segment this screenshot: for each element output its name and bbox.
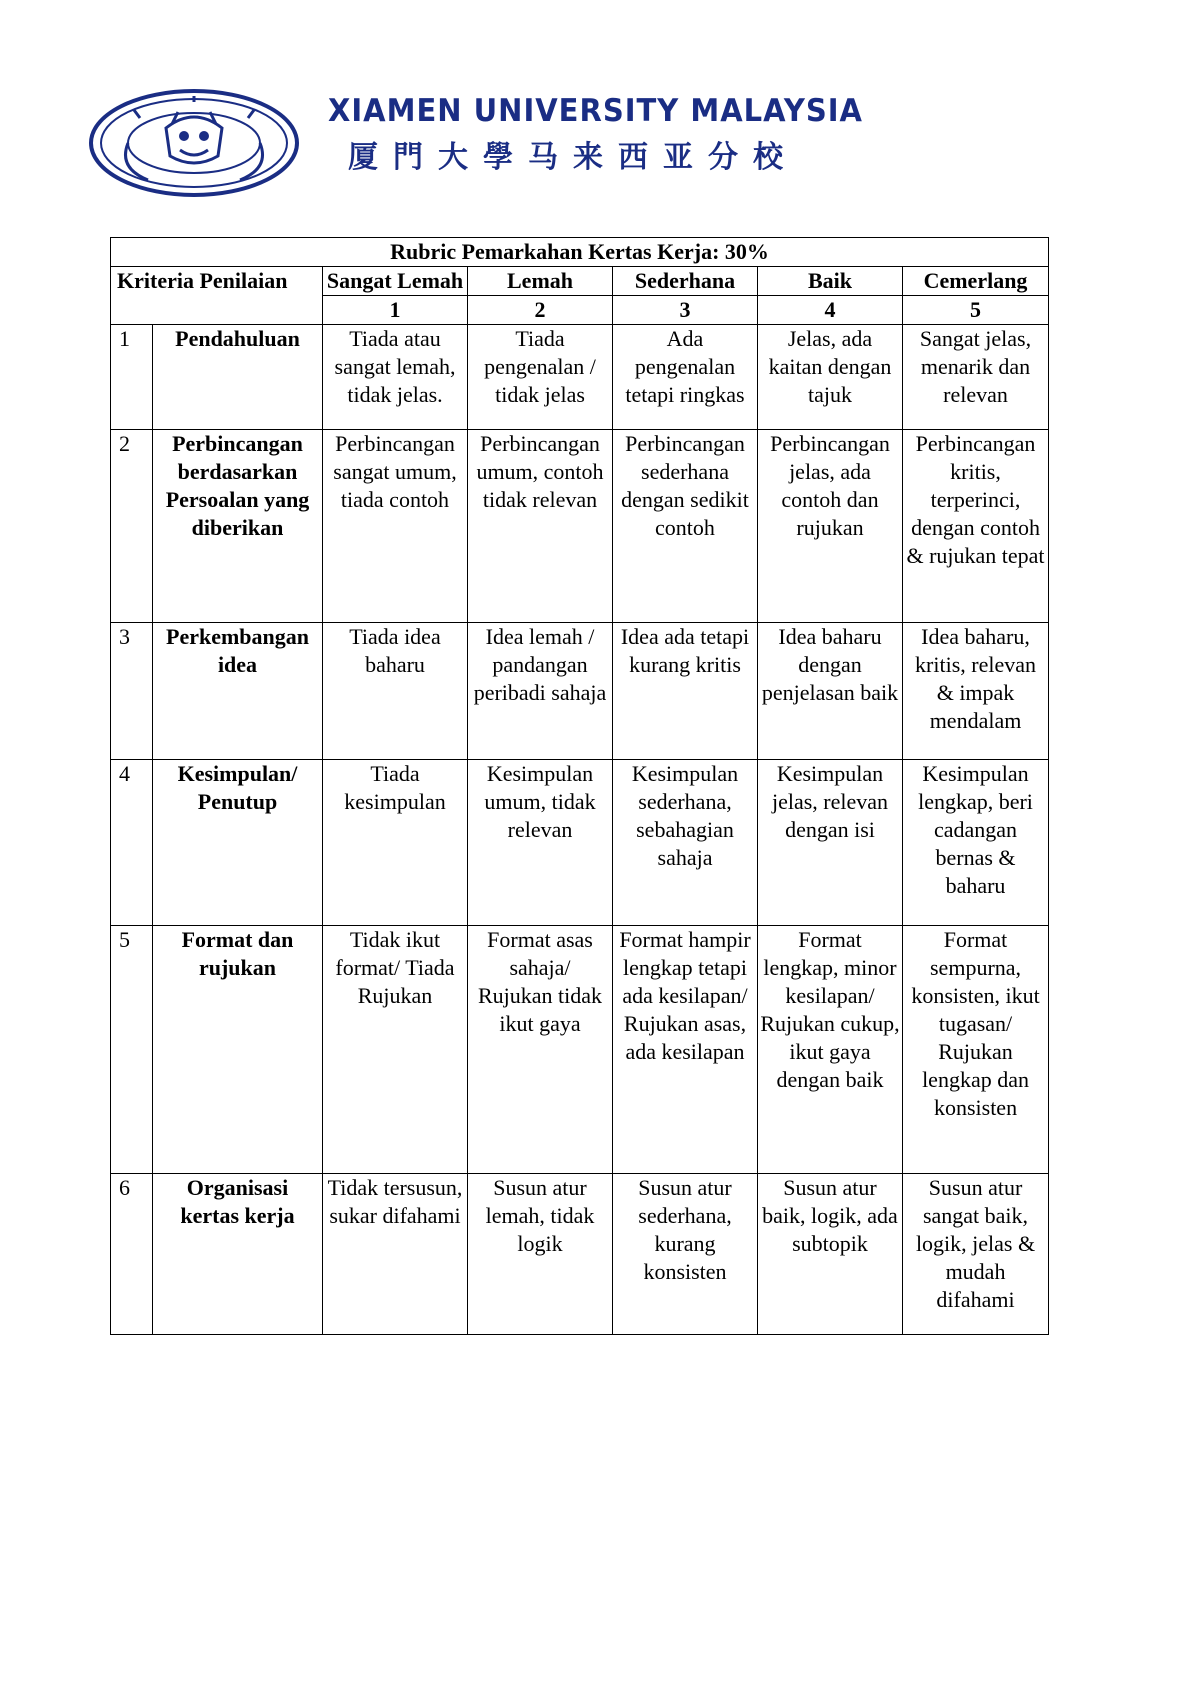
level-header: Sangat Lemah — [323, 267, 468, 296]
rubric-cell: Jelas, ada kaitan dengan tajuk — [758, 325, 903, 430]
rubric-cell: Perbincangan sederhana dengan sedikit contoh — [613, 430, 758, 623]
row-number: 5 — [111, 926, 153, 1174]
level-header-row — [111, 267, 1049, 296]
rubric-cell: Tiada atau sangat lemah, tidak jelas. — [323, 325, 468, 430]
criterion-label: Kesimpulan/ Penutup — [153, 760, 323, 926]
level-header: Baik — [758, 267, 903, 296]
row-number: 6 — [111, 1174, 153, 1335]
criterion-label: Perbincangan berdasarkan Persoalan yang diberikan — [153, 430, 323, 623]
page-header — [88, 88, 1118, 198]
criterion-label: Format dan rujukan — [153, 926, 323, 1174]
rubric-cell: Susun atur lemah, tidak logik — [468, 1174, 613, 1335]
criterion-label: Organisasi kertas kerja — [153, 1174, 323, 1335]
level-score: 5 — [903, 296, 1049, 325]
level-score: 3 — [613, 296, 758, 325]
table-row — [111, 760, 1049, 926]
rubric-cell: Perbincangan jelas, ada contoh dan rujukan — [758, 430, 903, 623]
rubric-cell: Tiada kesimpulan — [323, 760, 468, 926]
table-row — [111, 1174, 1049, 1335]
university-name-chinese: 厦門大學马来西亚分校 — [348, 140, 798, 175]
rubric-cell: Perbincangan sangat umum, tiada contoh — [323, 430, 468, 623]
rubric-cell: Tiada idea baharu — [323, 623, 468, 760]
university-name: XIAMEN UNIVERSITY MALAYSIA — [328, 92, 863, 129]
rubric-title: Rubric Pemarkahan Kertas Kerja: 30% — [111, 238, 1049, 267]
rubric-cell: Idea baharu dengan penjelasan baik — [758, 623, 903, 760]
rubric-cell: Ada pengenalan tetapi ringkas — [613, 325, 758, 430]
rubric-cell: Format lengkap, minor kesilapan/ Rujukan cukup, ikut gaya dengan baik — [758, 926, 903, 1174]
row-number: 3 — [111, 623, 153, 760]
rubric-cell: Kesimpulan umum, tidak relevan — [468, 760, 613, 926]
table-row — [111, 926, 1049, 1174]
rubric-cell: Tidak ikut format/ Tiada Rujukan — [323, 926, 468, 1174]
rubric-cell: Susun atur sederhana, kurang konsisten — [613, 1174, 758, 1335]
level-score: 4 — [758, 296, 903, 325]
rubric-cell: Susun atur sangat baik, logik, jelas & mudah difahami — [903, 1174, 1049, 1335]
rubric-cell: Format hampir lengkap tetapi ada kesilapan/ Rujukan asas, ada kesilapan — [613, 926, 758, 1174]
rubric-cell: Format asas sahaja/ Rujukan tidak ikut gaya — [468, 926, 613, 1174]
rubric-cell: Perbincangan kritis, terperinci, dengan contoh & rujukan tepat — [903, 430, 1049, 623]
row-number: 1 — [111, 325, 153, 430]
rubric-cell: Kesimpulan lengkap, beri cadangan bernas & baharu — [903, 760, 1049, 926]
rubric-cell: Susun atur baik, logik, ada subtopik — [758, 1174, 903, 1335]
rubric-cell: Sangat jelas, menarik dan relevan — [903, 325, 1049, 430]
rubric-cell: Idea baharu, kritis, relevan & impak mendalam — [903, 623, 1049, 760]
criterion-label: Perkembangan idea — [153, 623, 323, 760]
level-score: 2 — [468, 296, 613, 325]
rubric-cell: Idea ada tetapi kurang kritis — [613, 623, 758, 760]
rubric-table — [110, 237, 1049, 1335]
university-seal-logo — [88, 88, 300, 198]
level-header: Lemah — [468, 267, 613, 296]
criterion-label: Pendahuluan — [153, 325, 323, 430]
table-title-row — [111, 238, 1049, 267]
rubric-cell: Perbincangan umum, contoh tidak relevan — [468, 430, 613, 623]
level-header: Sederhana — [613, 267, 758, 296]
row-number: 4 — [111, 760, 153, 926]
table-row — [111, 325, 1049, 430]
level-header: Cemerlang — [903, 267, 1049, 296]
rubric-cell: Tiada pengenalan / tidak jelas — [468, 325, 613, 430]
level-score: 1 — [323, 296, 468, 325]
table-row — [111, 623, 1049, 760]
rubric-cell: Kesimpulan jelas, relevan dengan isi — [758, 760, 903, 926]
criteria-header: Kriteria Penilaian — [111, 267, 323, 325]
row-number: 2 — [111, 430, 153, 623]
rubric-cell: Tidak tersusun, sukar difahami — [323, 1174, 468, 1335]
rubric-cell: Idea lemah / pandangan peribadi sahaja — [468, 623, 613, 760]
table-row — [111, 430, 1049, 623]
rubric-cell: Format sempurna, konsisten, ikut tugasan/ Rujukan lengkap dan konsisten — [903, 926, 1049, 1174]
rubric-cell: Kesimpulan sederhana, sebahagian sahaja — [613, 760, 758, 926]
